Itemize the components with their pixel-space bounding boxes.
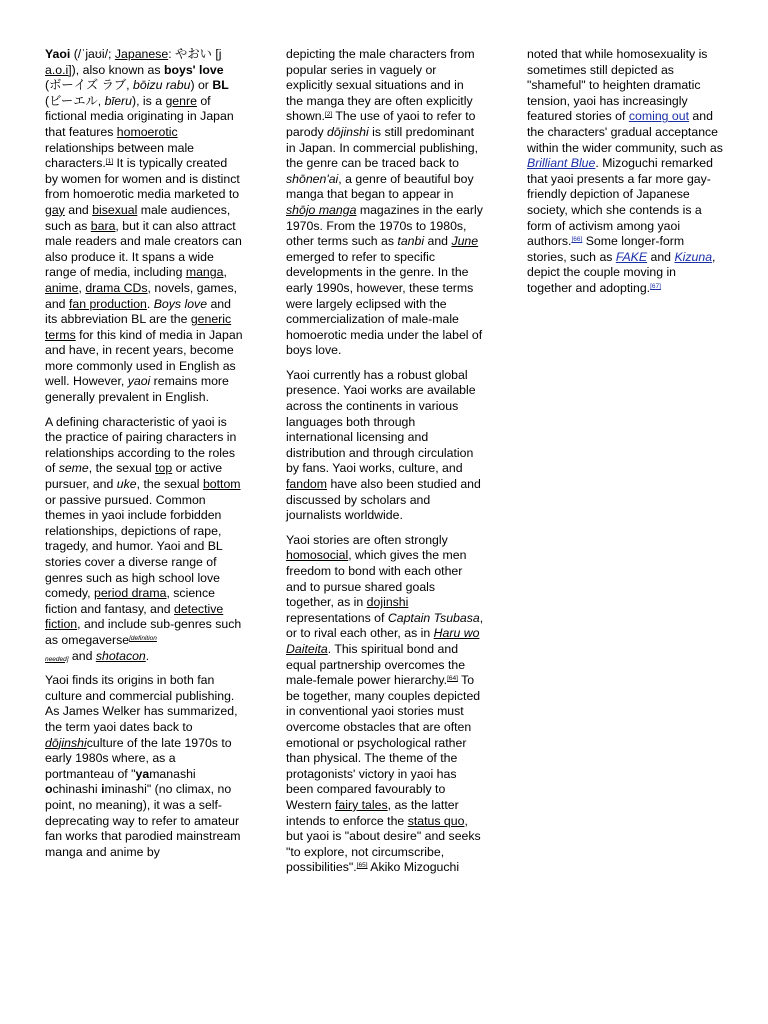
- text: , and include sub-genres such as omegaverse: [45, 617, 242, 647]
- text: A defining characteristic of yaoi is the practice of pairing characters in relationships according to the roles of: [45, 414, 237, 476]
- link-coming-out[interactable]: coming out: [628, 109, 690, 124]
- term-boys-love: boys' love: [163, 62, 224, 77]
- text: . This spiritual bond and equal partnership overcomes the male-female power hierarchy.: [286, 641, 466, 688]
- link-fan-production[interactable]: fan production: [68, 296, 147, 311]
- term-bl: BL: [212, 78, 229, 93]
- link-manga[interactable]: manga: [185, 265, 224, 280]
- text: The use of yaoi to refer to parody: [286, 109, 476, 139]
- bold-i: i: [101, 782, 105, 797]
- text: noted that while homosexuality is sometimes still depicted as "shameful" to heighten dramatic tension, yaoi has increasingly featured stories of: [527, 47, 708, 124]
- text: , the sexual: [88, 461, 156, 476]
- term-shonen-ai: shōnen'ai: [286, 171, 339, 186]
- text: ), is a: [131, 93, 166, 108]
- link-period-drama[interactable]: period drama: [93, 586, 167, 601]
- link-fake[interactable]: FAKE: [615, 249, 648, 264]
- text: , but yaoi is "about desire" and seeks "to explore, not circumscribe, possibilities".: [286, 813, 481, 875]
- link-fairy-tales[interactable]: fairy tales: [334, 797, 388, 812]
- text: relationships between male characters.: [45, 140, 195, 171]
- text: is still predominant in Japan. In commercial publishing, the genre can be traced back to: [286, 124, 479, 171]
- text: for this kind of media in Japan and have, in recent years, become more commonly used in English as well. However,: [45, 327, 243, 389]
- text: minashi" (no climax, no point, no meaning), it was a self-deprecating way to refer to amateur fan works that parodied mainstream manga and anime by: [45, 782, 241, 859]
- link-bisexual[interactable]: bisexual: [92, 202, 138, 217]
- link-gay[interactable]: gay: [45, 202, 65, 217]
- origins-paragraph: [45, 673, 243, 860]
- text: and the characters' gradual acceptance within the wider community, such as: [527, 109, 723, 155]
- characteristics-paragraph: [45, 415, 243, 665]
- text: To be together, many couples depicted in conventional yaoi stories must overcome obstacles that are often emotional or psychological rather than physical. The theme of the protagonists' victory in yaoi has been compared favourably to Western: [286, 673, 481, 812]
- text: (ボーイズ ラブ,: [45, 78, 134, 93]
- text: representations of: [286, 610, 388, 625]
- link-status-quo[interactable]: status quo: [407, 813, 465, 828]
- term-dojinshi: dōjinshi: [327, 124, 369, 139]
- term-yaoi: Yaoi: [45, 47, 71, 61]
- definition-needed-note[interactable]: [definition: [129, 634, 157, 642]
- text: : やおい: [168, 47, 216, 61]
- term-seme: seme: [58, 461, 89, 476]
- link-dojinshi-2[interactable]: dojinshi: [366, 595, 409, 610]
- text: , novels, games, and: [45, 280, 238, 311]
- link-haru-wo-daiteita[interactable]: Haru wo Daiteita: [286, 626, 480, 656]
- text: .: [145, 648, 150, 663]
- text: Some longer-form stories, such as: [527, 234, 685, 264]
- text: chinashi: [52, 782, 102, 797]
- text: and its abbreviation BL are the: [45, 296, 231, 327]
- text: remains more generally prevalent in English.: [45, 374, 229, 405]
- text: , as the latter intends to enforce the: [286, 797, 459, 828]
- text: It is typically created by women for women and is distinct from homoerotic media marketed to: [45, 156, 240, 202]
- text: ,: [223, 265, 227, 280]
- link-fandom[interactable]: fandom: [286, 477, 328, 492]
- themes-paragraph: [286, 533, 484, 876]
- text: ), also known as: [71, 62, 164, 77]
- text: and: [68, 648, 96, 663]
- term-bieru: bīeru: [104, 93, 132, 108]
- citation-1[interactable]: [1]: [105, 158, 114, 166]
- link-dojinshi[interactable]: dōjinshi: [45, 735, 87, 750]
- text: Yaoi currently has a robust global presence. Yaoi works are available across the continents in various languages both through international licensing and distribution and through circulation by fans. Yaoi works, culture, and: [286, 367, 476, 476]
- text: , a genre of beautiful boy manga that began to appear in: [286, 171, 474, 202]
- link-anime[interactable]: anime: [45, 280, 79, 295]
- term-boys-love-italic: Boys love: [153, 296, 208, 311]
- link-bottom[interactable]: bottom: [202, 477, 241, 492]
- link-japanese[interactable]: Japanese: [114, 47, 169, 61]
- text: , which gives the men freedom to bond with each other and to pursue shared goals together, as in: [286, 548, 467, 610]
- text: manashi: [149, 766, 196, 781]
- text: or passive pursued. Common themes in yaoi include forbidden relationships, depictions of rape, tragedy, and humor. Yaoi and BL stories cover a diverse range of genres such as high school love comedy,: [45, 492, 223, 601]
- text: Yaoi stories are often strongly: [286, 532, 448, 547]
- column-right: [527, 47, 723, 306]
- link-shojo-manga[interactable]: shōjo manga: [286, 202, 357, 217]
- column-middle: [286, 47, 484, 885]
- link-generic-terms[interactable]: generic terms: [45, 312, 232, 342]
- link-detective-fiction[interactable]: detective fiction: [45, 601, 224, 632]
- text: , depict the couple moving in together and adopting.: [527, 249, 716, 295]
- text: or active pursuer, and: [45, 461, 223, 492]
- text: (/ˈjaʊi/;: [70, 47, 115, 61]
- term-yaoi-italic: yaoi: [127, 374, 151, 389]
- text: Akiko Mizoguchi: [367, 860, 460, 875]
- citation-66[interactable]: [66]: [571, 236, 583, 244]
- citation-2[interactable]: [2]: [324, 111, 333, 119]
- link-brilliant-blue[interactable]: Brilliant Blue: [527, 156, 596, 171]
- term-captain-tsubasa: Captain Tsubasa: [387, 610, 480, 625]
- column-left: [45, 47, 243, 869]
- link-june[interactable]: June: [451, 234, 479, 249]
- text: depicting the male characters from popular series in vaguely or explicitly sexual situations and in the manga they are often explicitly shown.: [286, 47, 475, 124]
- history-paragraph: [286, 47, 484, 359]
- link-kizuna[interactable]: Kizuna: [674, 249, 713, 264]
- text: emerged to refer to specific developments in the genre. In the early 1990s, however, these terms were largely eclipsed with the commercialization of male-male homoerotic media under the label of boys love.: [286, 249, 483, 358]
- citation-67[interactable]: [67]: [650, 282, 661, 290]
- term-uke: uke: [116, 477, 137, 492]
- text: male audiences, such as: [45, 202, 231, 233]
- text: , but it can also attract male readers and male creators can also produce it. It spans a wide range of media, including: [45, 218, 242, 280]
- text: and: [424, 234, 452, 249]
- text: Yaoi finds its origins in both fan culture and commercial publishing. As James Welker has summarized, the term yaoi dates back to: [45, 673, 238, 734]
- bold-o: o: [45, 782, 53, 797]
- term-tanbi: tanbi: [397, 234, 425, 249]
- text: have also been studied and discussed by scholars and journalists worldwide.: [286, 477, 481, 523]
- citation-65[interactable]: [65]: [356, 862, 368, 870]
- text: culture of the late 1970s to early 1980s where, as a portmanteau of ": [45, 735, 232, 781]
- citation-64[interactable]: [64]: [447, 675, 458, 683]
- link-genre[interactable]: genre: [165, 93, 197, 108]
- intro-paragraph: [45, 47, 243, 406]
- text: of fictional media originating in Japan that features: [45, 93, 234, 139]
- bold-ya: ya: [135, 766, 150, 781]
- text: ,: [78, 280, 86, 295]
- text: , the sexual: [136, 477, 203, 492]
- text: magazines in the early 1970s. From the 1970s to 1980s, other terms such as: [286, 202, 483, 249]
- mizoguchi-paragraph: [527, 47, 723, 297]
- definition-needed-note-2[interactable]: needed]: [45, 655, 69, 663]
- text: and: [647, 249, 675, 264]
- link-homoerotic[interactable]: homoerotic: [116, 124, 178, 139]
- text: , science fiction and fantasy, and: [45, 586, 215, 616]
- term-bozu-rabu: bōizu rabu: [133, 78, 191, 93]
- link-drama-cds[interactable]: drama CDs: [85, 280, 148, 295]
- link-ipa[interactable]: [j a.o.i]: [45, 47, 222, 77]
- text: .: [146, 296, 154, 311]
- link-shotacon[interactable]: shotacon: [95, 648, 146, 663]
- link-bara[interactable]: bara: [90, 218, 116, 233]
- link-homosocial[interactable]: homosocial: [286, 548, 349, 563]
- text: ) or: [190, 78, 213, 93]
- global-presence-paragraph: [286, 368, 484, 524]
- text: , or to rival each other, as in: [286, 610, 484, 641]
- text: . Mizoguchi remarked that yaoi presents a far more gay-friendly depiction of Japanese society, which she contends is a form of activism among yaoi authors.: [527, 156, 713, 249]
- text: and: [64, 202, 93, 217]
- text: (ビーエル,: [45, 93, 105, 108]
- link-top[interactable]: top: [155, 461, 173, 476]
